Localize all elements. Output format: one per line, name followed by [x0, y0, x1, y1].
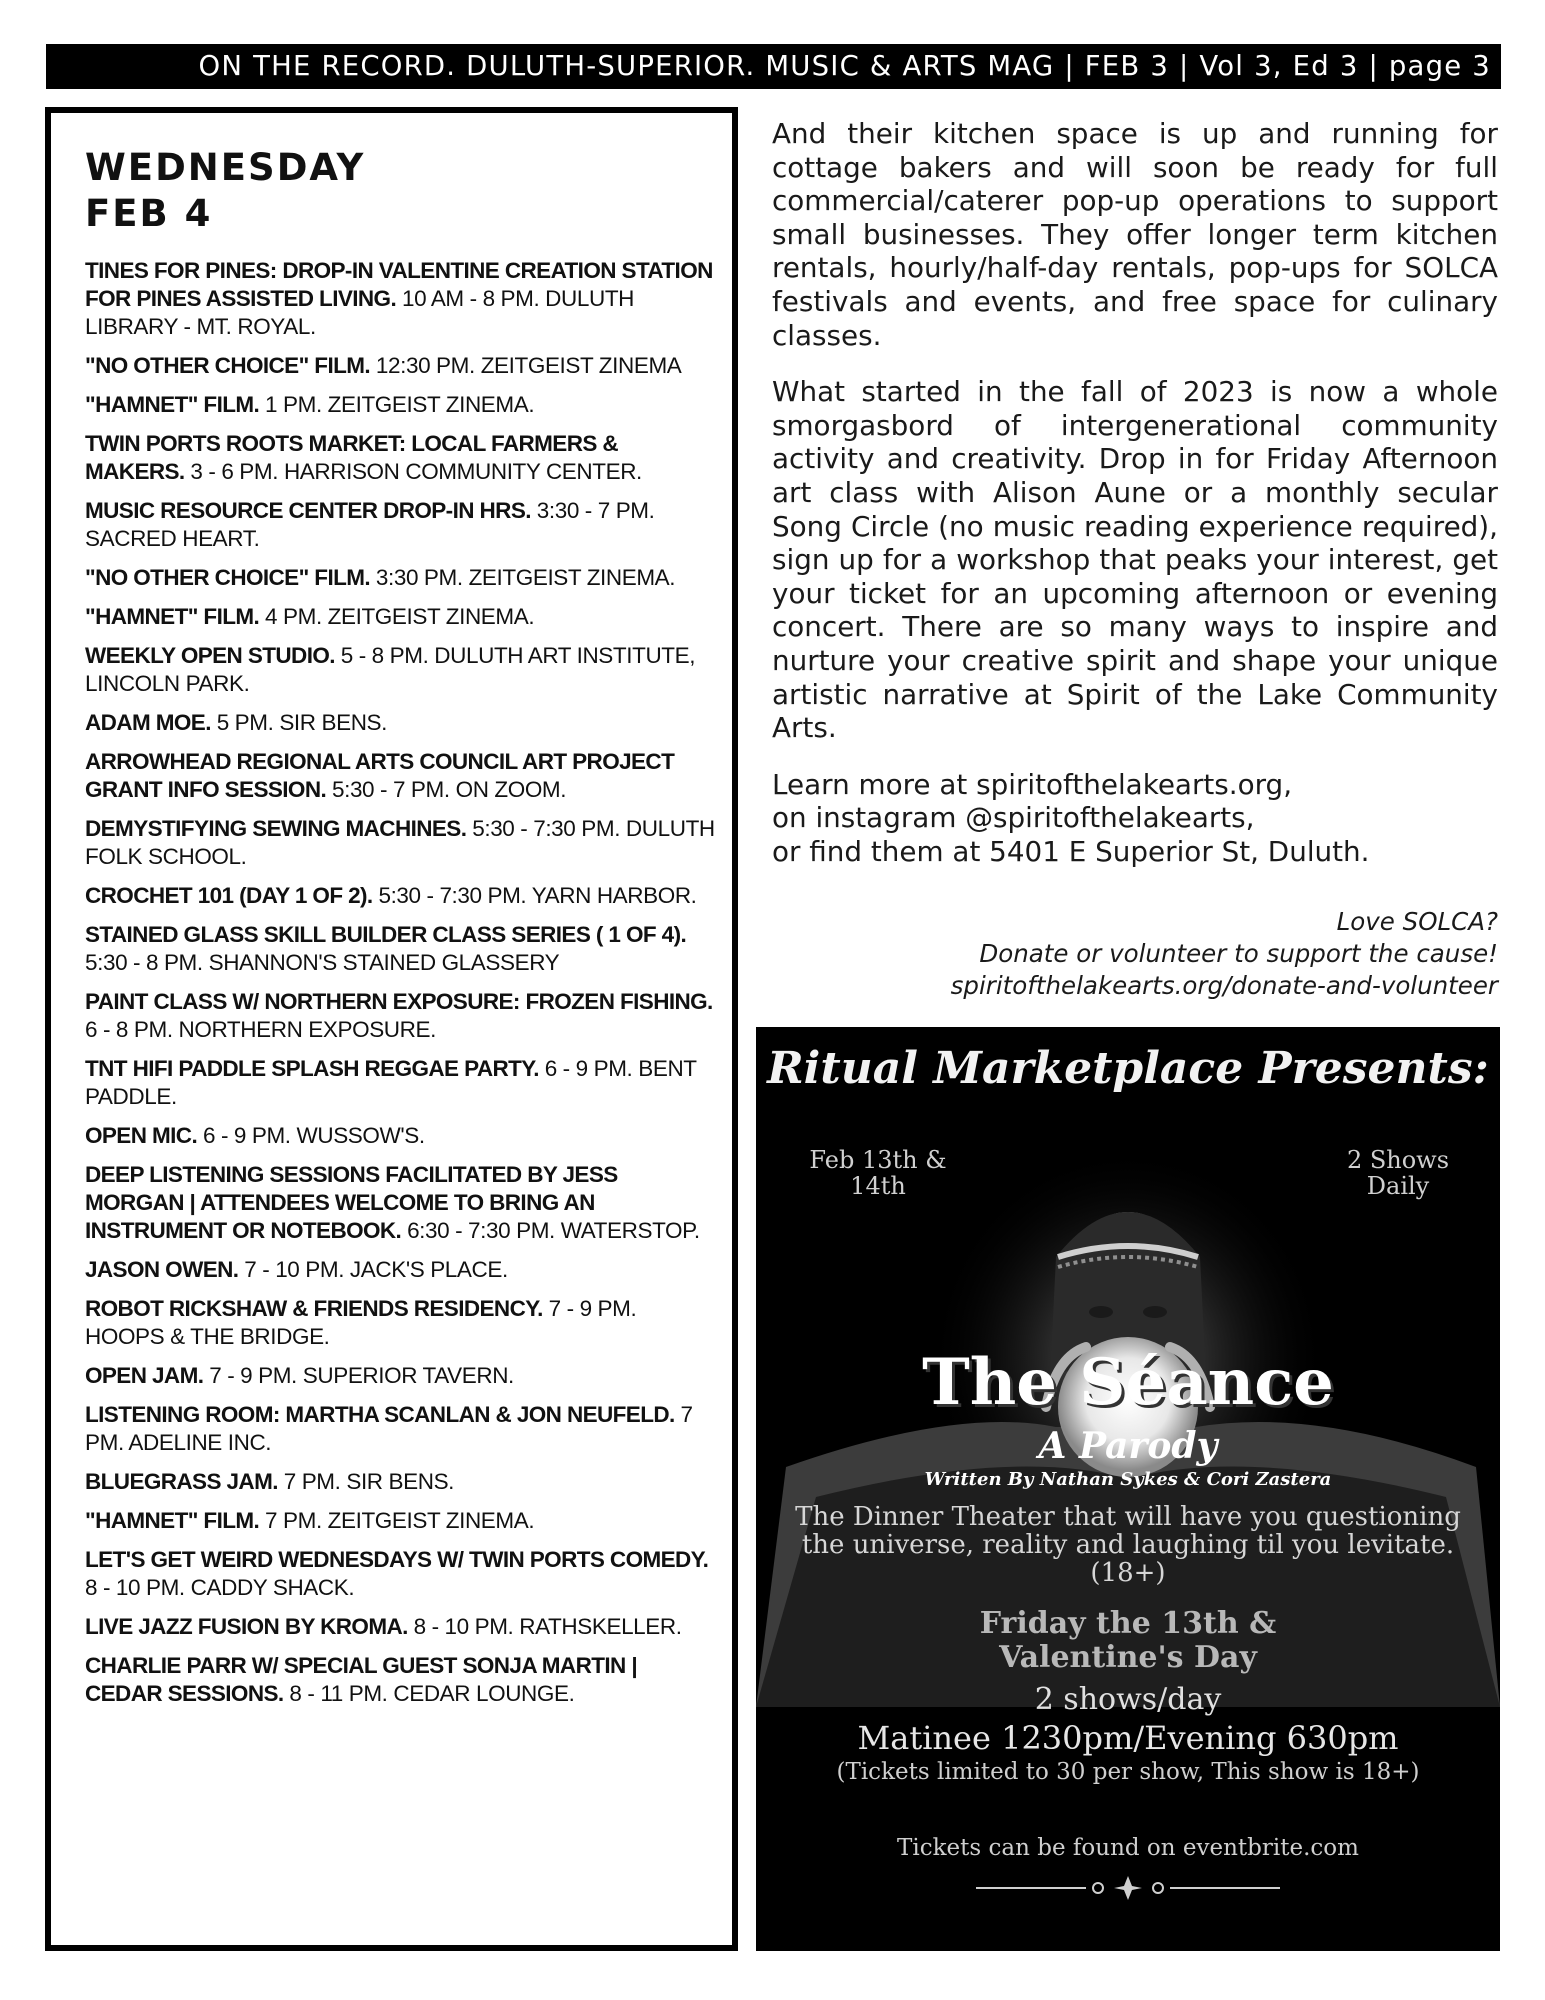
- event-title: ROBOT RICKSHAW & FRIENDS RESIDENCY.: [85, 1296, 543, 1321]
- event-details: 3:30 PM. ZEITGEIST ZINEMA.: [375, 565, 676, 590]
- event-title: TWIN PORTS ROOTS MARKET: LOCAL FARMERS & MAKERS.: [85, 431, 619, 484]
- event-item: [85, 988, 718, 1044]
- event-item: [85, 882, 718, 910]
- event-title: MUSIC RESOURCE CENTER DROP-IN HRS.: [85, 498, 531, 523]
- event-item: [85, 815, 718, 871]
- day-date: FEB 4: [85, 192, 213, 235]
- poster-showtimes: Matinee 1230pm/Evening 630pm: [857, 1719, 1399, 1757]
- event-item: [85, 1613, 718, 1641]
- event-item: [85, 430, 718, 486]
- event-item: [85, 709, 718, 737]
- event-item: [85, 1401, 718, 1457]
- event-title: JASON OWEN.: [85, 1257, 239, 1282]
- event-details: 10 AM - 8 PM. DULUTH LIBRARY - MT. ROYAL.: [85, 286, 635, 339]
- page-header-bar: [46, 44, 1501, 89]
- event-item: [85, 921, 718, 977]
- event-title: PAINT CLASS W/ NORTHERN EXPOSURE: FROZEN FISHING.: [85, 989, 713, 1014]
- poster-heading: Ritual Marketplace Presents:: [767, 1043, 1489, 1094]
- event-details: 6 - 9 PM. WUSSOW'S.: [202, 1123, 425, 1148]
- event-title: ARROWHEAD REGIONAL ARTS COUNCIL ART PROJECT GRANT INFO SESSION.: [85, 749, 675, 802]
- event-item: [85, 352, 718, 380]
- event-item: [85, 1122, 718, 1150]
- event-title: DEEP LISTENING SESSIONS FACILITATED BY JESS MORGAN | ATTENDEES WELCOME TO BRING AN INSTRUMENT OR NOTEBOOK.: [85, 1162, 618, 1243]
- event-item: [85, 1546, 718, 1602]
- event-details: 7 PM. SIR BENS.: [283, 1469, 455, 1494]
- event-title: LET'S GET WEIRD WEDNESDAYS W/ TWIN PORTS COMEDY.: [85, 1547, 709, 1572]
- event-title: TINES FOR PINES: DROP-IN VALENTINE CREATION STATION FOR PINES ASSISTED LIVING.: [85, 258, 713, 311]
- event-details: 7 PM. ZEITGEIST ZINEMA.: [265, 1508, 535, 1533]
- event-details: 7 - 10 PM. JACK'S PLACE.: [244, 1257, 508, 1282]
- event-title: LIVE JAZZ FUSION BY KROMA.: [85, 1614, 408, 1639]
- poster-dates-detail: [756, 1607, 1500, 1675]
- event-item: [85, 1295, 718, 1351]
- event-details: 7 PM. ADELINE INC.: [85, 1402, 693, 1455]
- event-title: "NO OTHER CHOICE" FILM.: [85, 565, 371, 590]
- contact-instagram: on instagram @spiritofthelakearts,: [772, 801, 1255, 835]
- event-details: 5:30 - 7 PM. ON ZOOM.: [331, 777, 567, 802]
- event-details: 5:30 - 8 PM. SHANNON'S STAINED GLASSERY: [85, 950, 560, 975]
- poster-ticket-limit: (Tickets limited to 30 per show, This show is 18+): [836, 1759, 1420, 1785]
- contact-address: or find them at 5401 E Superior St, Duluth.: [772, 834, 1370, 868]
- event-details: 5:30 - 7:30 PM. YARN HARBOR.: [378, 883, 697, 908]
- event-item: [85, 1507, 718, 1535]
- poster-date-line2: 14th: [850, 1172, 906, 1200]
- event-title: TNT HIFI PADDLE SPLASH REGGAE PARTY.: [85, 1056, 539, 1081]
- article-paragraph-kitchen: And their kitchen space is up and running for cottage bakers and will soon be ready for full commercial/caterer pop-up operations to support small businesses. They offer longer term kitchen rentals, hourly/half-day rentals, pop-ups for SOLCA festivals and events, and free space for culinary classes.: [772, 117, 1498, 352]
- event-details: 6 - 8 PM. NORTHERN EXPOSURE.: [85, 1017, 436, 1042]
- event-details: 3:30 - 7 PM. SACRED HEART.: [85, 498, 655, 551]
- calendar-box: [45, 107, 738, 1951]
- contact-website: Learn more at spiritofthelakearts.org,: [772, 767, 1293, 801]
- article-body: [772, 117, 1498, 891]
- event-details: 6:30 - 7:30 PM. WATERSTOP.: [407, 1218, 700, 1243]
- article-contact: [772, 768, 1498, 869]
- event-list: [85, 257, 718, 1708]
- poster-friday-line2: Valentine's Day: [999, 1640, 1257, 1675]
- event-details: 8 - 10 PM. CADDY SHACK.: [85, 1575, 355, 1600]
- event-item: [85, 1652, 718, 1708]
- event-title: WEEKLY OPEN STUDIO.: [85, 643, 335, 668]
- event-details: 5:30 - 7:30 PM. DULUTH FOLK SCHOOL.: [85, 816, 715, 869]
- donate-message: Donate or volunteer to support the cause!: [979, 939, 1498, 968]
- event-title: "HAMNET" FILM.: [85, 392, 260, 417]
- event-item: [85, 1256, 718, 1284]
- day-name: WEDNESDAY: [85, 146, 366, 189]
- article-paragraph-history: What started in the fall of 2023 is now a whole smorgasbord of intergenerational community activity and creativity. Drop in for Friday Afternoon art class with Alison Aune or a monthly secular Song Circle (no music reading experience required), sign up for a workshop that peaks your interest, get your ticket for an upcoming afternoon or evening concert. There are so many ways to inspire and nurture your creative spirit and shape your unique artistic narrative at Spirit of the Lake Community Arts.: [772, 375, 1498, 745]
- poster-ticket-info: Tickets can be found on eventbrite.com: [897, 1835, 1359, 1861]
- poster-shows-daily: [1338, 1147, 1458, 1199]
- event-title: LISTENING ROOM: MARTHA SCANLAN & JON NEUFELD.: [85, 1402, 675, 1427]
- poster-date-line1: Feb 13th &: [809, 1146, 947, 1174]
- poster-shows-line2: Daily: [1366, 1172, 1430, 1200]
- event-details: 6 - 9 PM. BENT PADDLE.: [85, 1056, 697, 1109]
- poster-title: The Séance: [922, 1345, 1334, 1420]
- event-details: 5 PM. SIR BENS.: [216, 710, 388, 735]
- moon-star-ornament: [976, 1873, 1280, 1903]
- event-item: [85, 1468, 718, 1496]
- event-details: 7 - 9 PM. HOOPS & THE BRIDGE.: [85, 1296, 637, 1349]
- event-item: [85, 564, 718, 592]
- day-heading: [85, 145, 718, 237]
- event-title: OPEN JAM.: [85, 1363, 204, 1388]
- header-text: ON THE RECORD. DULUTH-SUPERIOR. MUSIC & ARTS MAG | FEB 3 | Vol 3, Ed 3 | page 3: [198, 50, 1491, 82]
- event-item: [85, 1161, 718, 1245]
- event-details: 5 - 8 PM. DULUTH ART INSTITUTE, LINCOLN PARK.: [85, 643, 696, 696]
- donate-link: spiritofthelakearts.org/donate-and-volunteer: [950, 971, 1498, 1000]
- event-item: [85, 1362, 718, 1390]
- event-item: [85, 1055, 718, 1111]
- event-title: CROCHET 101 (DAY 1 OF 2).: [85, 883, 373, 908]
- event-details: 1 PM. ZEITGEIST ZINEMA.: [265, 392, 535, 417]
- event-details: 8 - 11 PM. CEDAR LOUNGE.: [289, 1681, 575, 1706]
- poster-subtitle: A Parody: [1038, 1425, 1218, 1467]
- event-item: [85, 748, 718, 804]
- event-item: [85, 497, 718, 553]
- poster-dates: [808, 1147, 948, 1199]
- donate-callout: [772, 906, 1498, 1002]
- event-item: [85, 642, 718, 698]
- event-details: 3 - 6 PM. HARRISON COMMUNITY CENTER.: [190, 459, 642, 484]
- event-item: [85, 603, 718, 631]
- poster-friday-line1: Friday the 13th &: [979, 1606, 1277, 1641]
- seance-poster: [756, 1027, 1500, 1951]
- event-title: "NO OTHER CHOICE" FILM.: [85, 353, 371, 378]
- poster-description: The Dinner Theater that will have you questioning the universe, reality and laughing til you levitate. (18+): [795, 1502, 1461, 1588]
- event-title: OPEN MIC.: [85, 1123, 198, 1148]
- event-title: CHARLIE PARR W/ SPECIAL GUEST SONJA MARTIN | CEDAR SESSIONS.: [85, 1653, 638, 1706]
- event-title: ADAM MOE.: [85, 710, 211, 735]
- event-details: 12:30 PM. ZEITGEIST ZINEMA: [375, 353, 682, 378]
- event-details: 4 PM. ZEITGEIST ZINEMA.: [265, 604, 535, 629]
- donate-question: Love SOLCA?: [1336, 907, 1498, 936]
- event-title: BLUEGRASS JAM.: [85, 1469, 278, 1494]
- poster-authors: Written By Nathan Sykes & Cori Zastera: [924, 1469, 1332, 1490]
- event-item: [85, 257, 718, 341]
- event-title: DEMYSTIFYING SEWING MACHINES.: [85, 816, 467, 841]
- event-details: 8 - 10 PM. RATHSKELLER.: [413, 1614, 682, 1639]
- event-title: "HAMNET" FILM.: [85, 1508, 260, 1533]
- event-item: [85, 391, 718, 419]
- poster-shows-line1: 2 Shows: [1346, 1146, 1450, 1174]
- event-title: STAINED GLASS SKILL BUILDER CLASS SERIES ( 1 OF 4).: [85, 922, 687, 947]
- event-details: 7 - 9 PM. SUPERIOR TAVERN.: [209, 1363, 514, 1388]
- poster-shows-per-day: 2 shows/day: [1034, 1682, 1222, 1717]
- event-title: "HAMNET" FILM.: [85, 604, 260, 629]
